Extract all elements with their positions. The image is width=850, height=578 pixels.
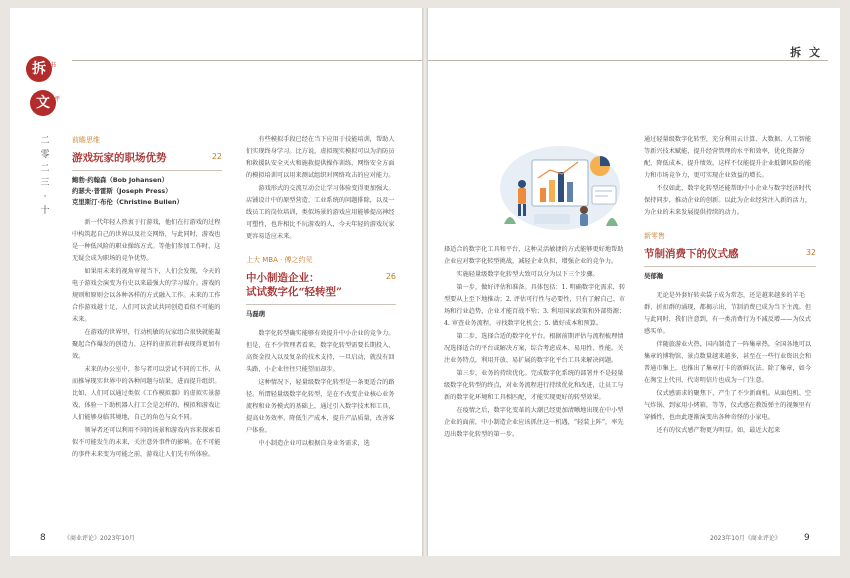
body-paragraph: 游戏形式的交流互动会让学习体验变得更加强大。店铺设计中的原型营造、工业系统的问题排除，以及一线员工的岗位培训，类似场景的游戏应用能够提高神经可塑性，也许相比不玩游戏的人，今天年轻的游戏玩家更容易适应未来。 <box>246 185 395 240</box>
right-column-1 <box>444 244 628 442</box>
section-stamp-2: 文 <box>30 90 56 116</box>
section-stamp-1: 拆 <box>26 56 52 82</box>
section-tag: 上大 MBA · 傅之约见 <box>246 256 313 264</box>
header-rule <box>72 60 422 61</box>
body-paragraph: 仪式感需求的聚焦下，产生了不少新商机。从面包机、空气炸锅、到家用小烤箱，等等，仪式感在教饭弹主的视频里有穿插性，也由此逐渐演变出各种奇怪的小家电。 <box>644 390 812 421</box>
author-line: 克里斯汀·布伦（Christine Bullen） <box>72 198 183 206</box>
stamp-small-1: 书 <box>50 62 57 69</box>
article-title[interactable] <box>246 271 342 299</box>
author-line: 鲍勃·约翰森（Bob Johansen） <box>72 176 169 184</box>
author-line: 马磊萌 <box>246 310 266 318</box>
body-paragraph: 新一代年轻人热衷于打游戏，他们在打游戏的过程中构筑起自己的世界以及社交网络，与此同时，游戏也是一种低风险的职业操练方式。等他们参加工作时，这无疑会成为职场的竞争优势。 <box>72 219 221 262</box>
body-paragraph: 未来的办公室中，参与者可以尝试不同的工作，从而推导现实世界中的各种问题与结果，进而提升组织。比如，人们可以通过类似《工作模拟器》的虚拟实景游戏，体验一下助机器人打工会是怎样的，模拟和游戏让人们能够身临其境地，自己的角色与众不同。 <box>72 366 221 421</box>
left-column-1 <box>72 134 222 462</box>
body-paragraph: 在疫情之后，数字化变革的大潮已经更加清晰地出现在中小型企业的面前，中小制造企业应该抓住这一机遇，“轻装上阵”，率先迈出数字化转型的第一步。 <box>444 407 624 438</box>
body-paragraph: 如果用未来的视角审视当下，人们会发现，今天的电子游戏会演变为有史以来最强大的学习媒介。游戏的规则和原则会以各种各样的方式融入工作。未来的工作合作游戏越十足，人们可以尝试共同创造看似不可能的未来。 <box>72 268 221 323</box>
author-line: 约瑟夫·普雷斯（Joseph Press） <box>72 187 172 195</box>
body-paragraph: 实施轻量级数字化转型大致可以分为以下三个步骤。 <box>456 271 599 278</box>
body-paragraph: 通过轻量级数字化转型，充分利用云计算、大数据、人工智能等新兴技术赋能，提升经营管理的水平和效率，优化资源分配，降低成本，提升绩效。这样不仅能提升企业抵御风险的能力和市场竞争力，更可实现企业效益的增长。 <box>644 136 812 179</box>
vertical-date: 二零二三·十 <box>40 136 50 216</box>
right-column-2 <box>644 134 816 438</box>
header-label: 拆 文 <box>790 46 822 59</box>
title-rule <box>644 266 816 267</box>
right-page <box>428 8 840 556</box>
stamp-small-2: 评 <box>54 96 61 103</box>
folio-text: 《商业评论》2023年10月 <box>64 535 135 542</box>
page-reference: 22 <box>211 152 222 161</box>
body-paragraph: 有些模拟手段已经在当下应用于技能培训，帮助人们实现终身学习。比方说，虚拟现实模拟可以为消防员和救援队安全灭火和施救提供操作训练，网络安全方面的模拟培训可以用来测试组织对网络攻击的应对能力。 <box>246 136 395 179</box>
body-paragraph: 数字化转型确实能够有效提升中小企业的竞争力。但是，在不少管理者看来，数字化转型需要长期投入、高资金投入以及复杂的技术支持，一旦启动，就没有回头路，小企业往往只能望而却步。 <box>246 330 395 373</box>
body-paragraph: 第一步，做好评估和准备。具体包括：1. 明确数字化需求，转型要从上至下地推动；2. 评估可行性与必要性，只有了解自己、市场和行业趋势，企业才能百战不殆；3. 利用国家政策和外部资源；4. 审查业务流程，寻找数字化机会；5. 做好成本和预算。 <box>444 284 626 327</box>
author-line: 吴郁瀚 <box>644 272 664 280</box>
page-number: 9 <box>804 533 810 543</box>
page-number: 8 <box>40 533 46 543</box>
body-paragraph: 无论是外套好转卖袋子成为常态，还是越来越多的羊毛群、折扣群的涌现，都揭示出，节制消费已成为当下主流。但与此同时，我们注意到，有一类消费行为不减反增——为仪式感买单。 <box>644 292 812 335</box>
body-paragraph: 这种情况下，轻量级数字化转型是一条更适合的路径。所谓轻量级数字化转型，是在不改变企业核心业务流程和业务模式的基础上，通过引入数字技术和工具，提高业务效率、降低生产成本，提升产品质量，改善客户体验。 <box>246 379 395 434</box>
body-paragraph: 不仅如此，数字化转型还能帮助中小企业与数字经济时代保持同步，推动企业的创新。以此为企业经营注入新的活力，为企业的未来发展提供持续的动力。 <box>644 185 812 216</box>
article-heading <box>72 151 222 165</box>
body-paragraph: 择适合的数字化工具和平台，这种灵活敏捷的方式能够更好地帮助企业应对数字化转型挑战，减轻企业负担，增强企业的竞争力。 <box>444 246 624 265</box>
folio-text: 2023年10月《商业评论》 <box>710 535 781 542</box>
left-column-2 <box>246 134 396 451</box>
body-paragraph: 还有的仪式感产物更为明显。如，最近大起来 <box>656 427 781 434</box>
body-paragraph: 第三步，业务的持续优化。完成数字化系统的部署并不是轻量级数字化转型的终点，对业务流程进行持续优化和改进，让员工与新的数字化环境和工具相匹配，才能实现更好的转型效果。 <box>444 370 624 401</box>
body-paragraph: 第二步，选择合适的数字化平台。根据前期评估与流程梳理情况选择适合的平台或解决方案，综合考虑成本、易用性、性能。关注业务特点，利用开放、易扩展的数字化平台工具来解决问题。 <box>444 333 624 364</box>
article-heading <box>246 271 396 299</box>
header-rule <box>428 60 828 61</box>
article-heading <box>644 247 816 261</box>
article-title[interactable]: 节制消费下的仪式感 <box>644 248 739 260</box>
body-paragraph: 领导者还可以利用不同的场景和游戏内容来探索看似不可能发生的未来，关注意外事件的影响。在不可能的事件未来变为可能之前，游戏让人们先有所体验。 <box>72 427 221 458</box>
article-title-line: 试试数字化“轻转型” <box>246 286 343 298</box>
page-reference: 26 <box>385 272 396 281</box>
title-rule <box>72 170 222 171</box>
section-tag: 新零售 <box>644 232 665 240</box>
left-page <box>10 8 422 556</box>
body-paragraph: 伴随旅游业火热，国内制造了一阵集章热。全国各地可以集章的博物馆、景点数量越来越多，甚至在一些行业资讯会和普通市集上，也推出了集章打卡的新鲜玩法。除了集章，如今在淘宝上代刊、代寄明信片也成为一门生意。 <box>644 341 812 384</box>
article-title-line: 中小制造企业： <box>246 272 320 284</box>
page-reference: 32 <box>805 248 816 257</box>
data-analytics-illustration <box>488 136 632 236</box>
title-rule <box>246 304 396 305</box>
article-title[interactable]: 游戏玩家的职场优势 <box>72 152 167 164</box>
body-paragraph: 中小制造企业可以根据自身业务需求，选 <box>258 440 370 447</box>
body-paragraph: 在游戏的世界里，行动机敏的玩家组合很快就能凝聚起合作爆发的创造力，这样的虚拟社群表现得更加有效。 <box>72 329 221 360</box>
section-tag: 前瞻思维 <box>72 136 100 144</box>
